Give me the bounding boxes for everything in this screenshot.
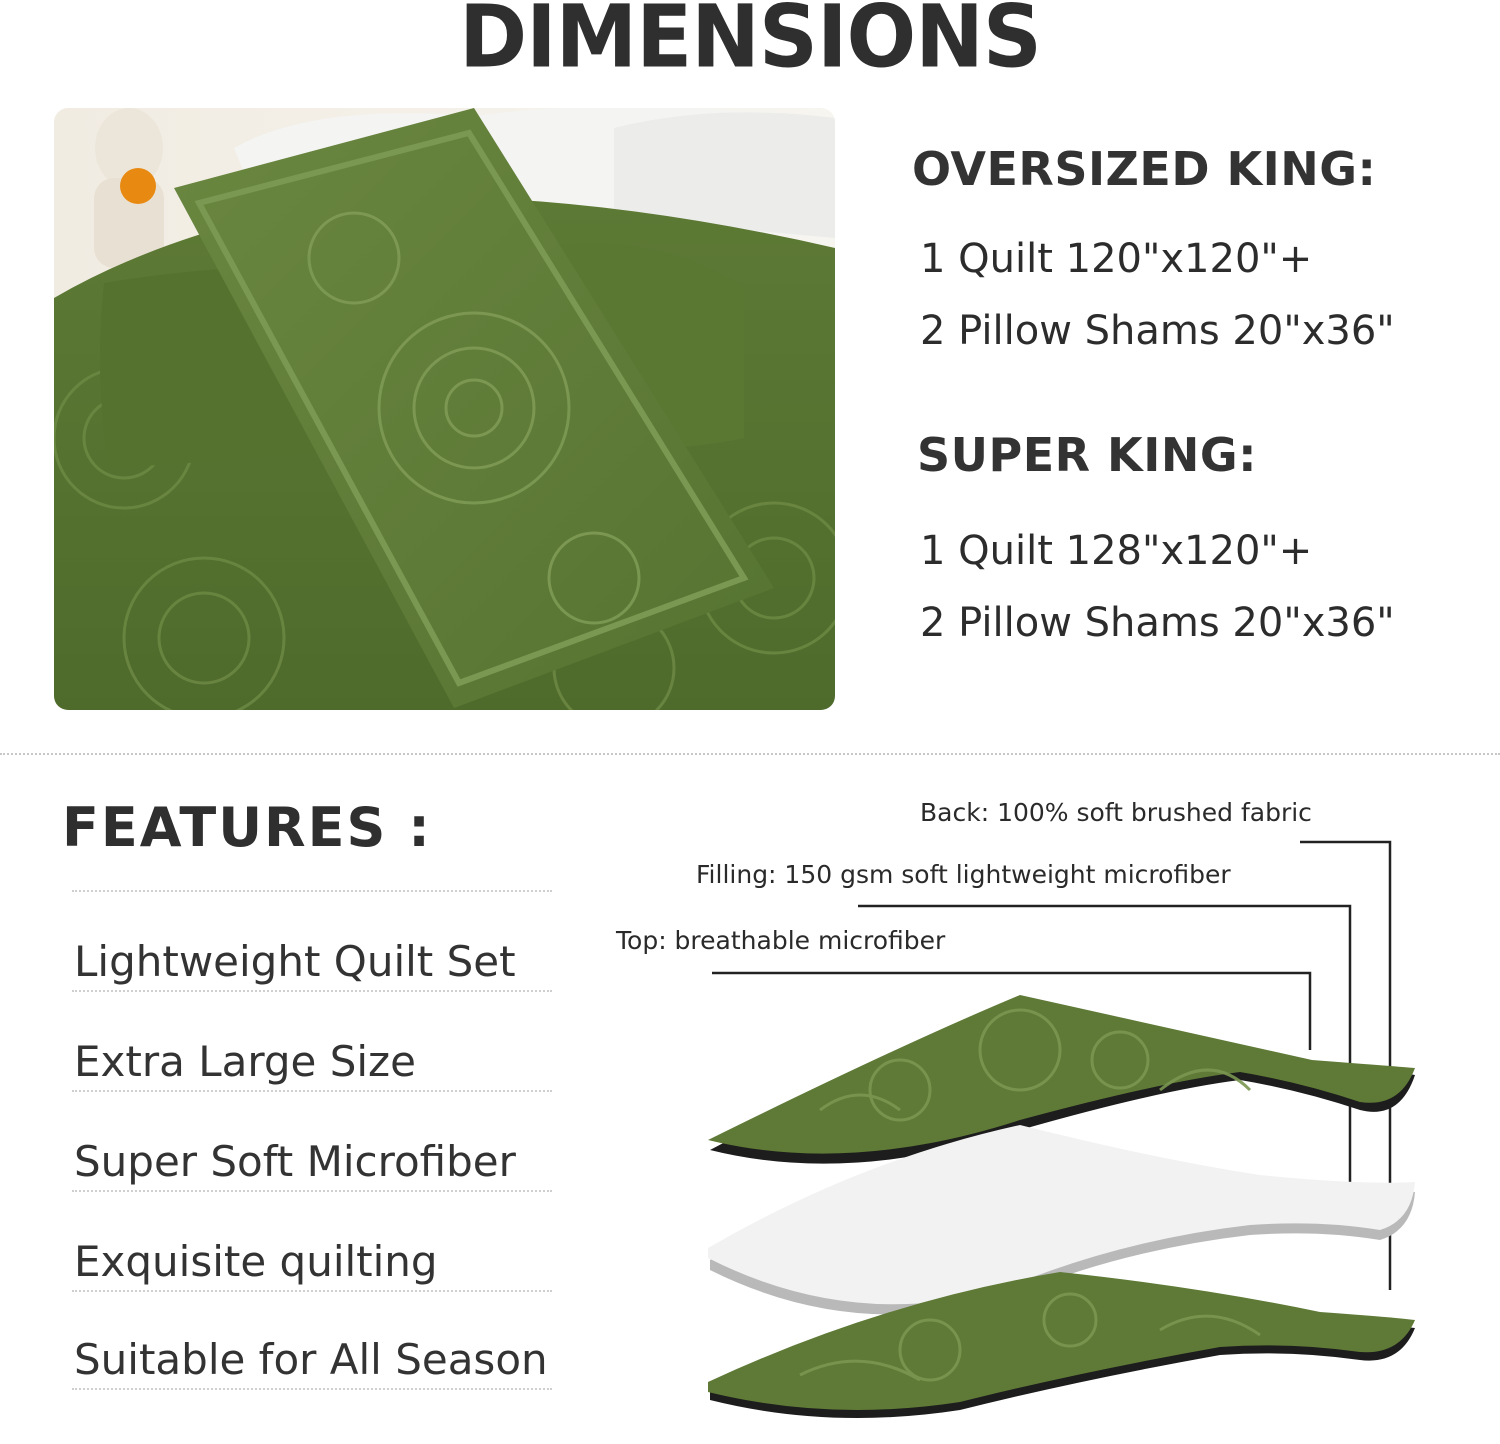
filling-layer-label: Filling: 150 gsm soft lightweight microfiber bbox=[696, 860, 1231, 889]
size-line: 2 Pillow Shams 20"x36" bbox=[920, 308, 1395, 354]
list-item bbox=[72, 1190, 552, 1290]
top-layer-label: Top: breathable microfiber bbox=[616, 926, 946, 955]
list-item bbox=[72, 890, 552, 990]
features-list bbox=[72, 890, 552, 1390]
feature-label: Extra Large Size bbox=[74, 1037, 416, 1086]
list-item bbox=[72, 990, 552, 1090]
size-line: 1 Quilt 120"x120"+ bbox=[920, 236, 1313, 282]
feature-label: Super Soft Microfiber bbox=[74, 1137, 516, 1186]
feature-label: Exquisite quilting bbox=[74, 1237, 438, 1286]
section-divider bbox=[0, 753, 1500, 755]
page-title: DIMENSIONS bbox=[459, 0, 1041, 88]
feature-label: Suitable for All Season bbox=[74, 1335, 548, 1384]
size-line: 1 Quilt 128"x120"+ bbox=[920, 528, 1313, 574]
layer-diagram bbox=[600, 790, 1480, 1430]
size-heading-oversized-king: OVERSIZED KING: bbox=[912, 142, 1377, 196]
product-photo bbox=[54, 108, 835, 710]
features-heading: FEATURES : bbox=[62, 796, 432, 859]
size-line: 2 Pillow Shams 20"x36" bbox=[920, 600, 1395, 646]
list-item bbox=[72, 1090, 552, 1190]
back-layer-label: Back: 100% soft brushed fabric bbox=[920, 798, 1312, 827]
list-item bbox=[72, 1290, 552, 1390]
feature-label: Lightweight Quilt Set bbox=[74, 937, 516, 986]
size-heading-super-king: SUPER KING: bbox=[917, 428, 1257, 482]
